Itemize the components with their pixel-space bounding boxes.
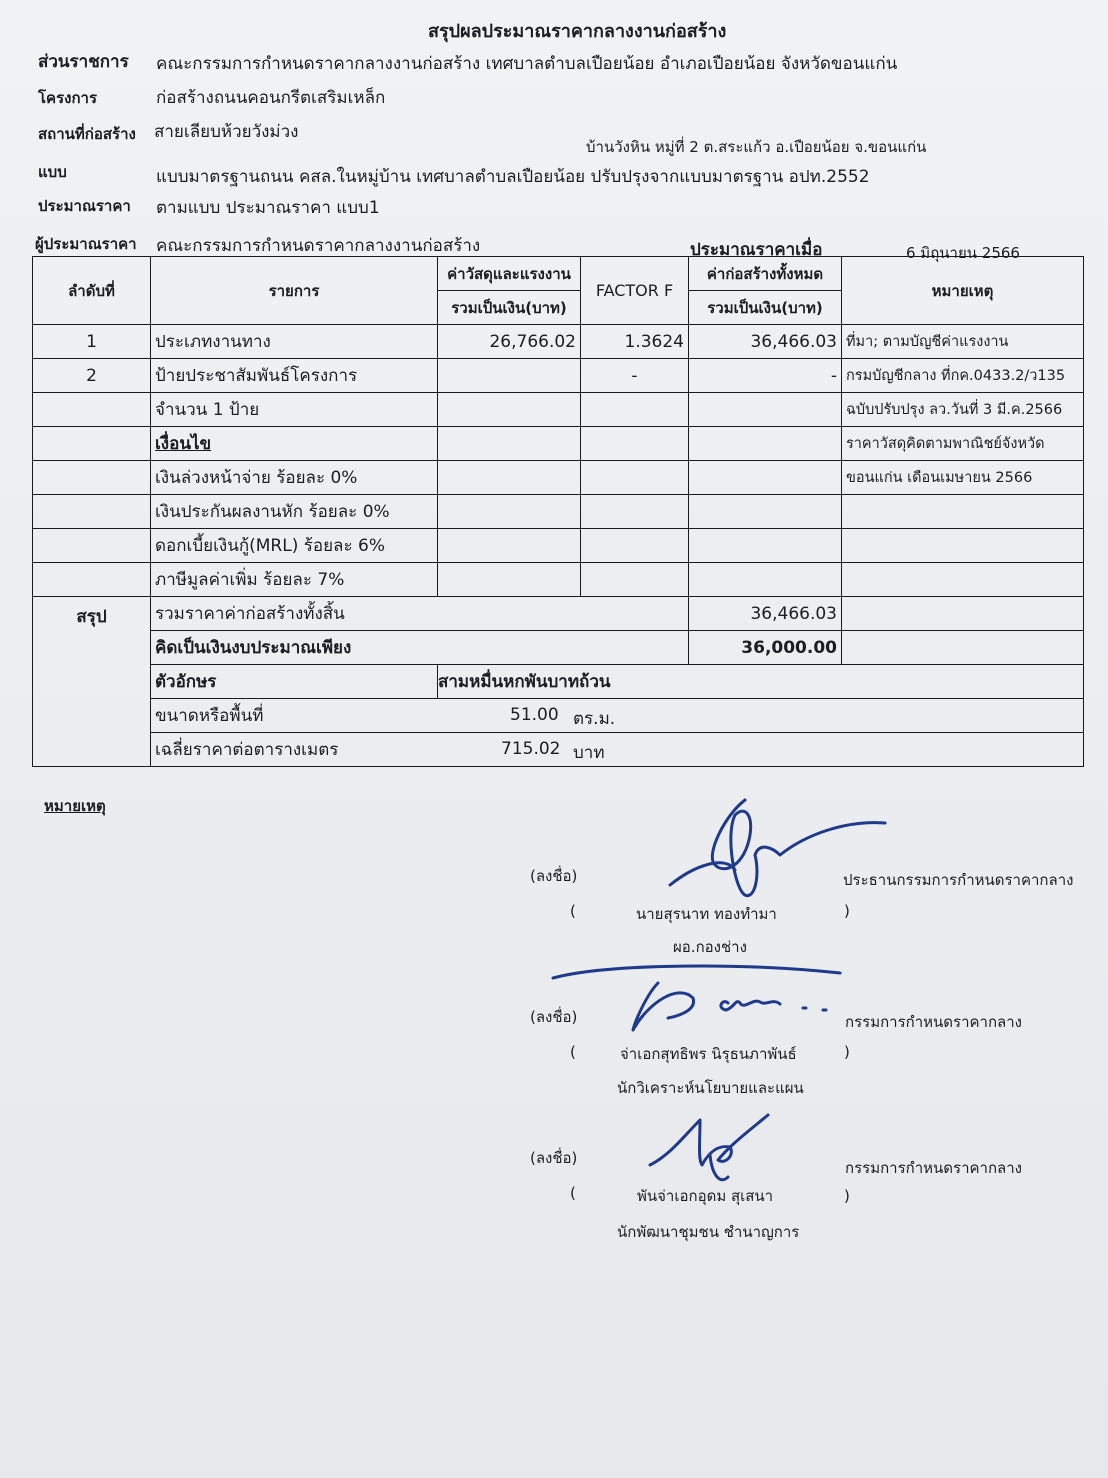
open-paren: (	[570, 1043, 576, 1061]
words-value: สามหมื่นหกพันบาทถ้วน	[438, 665, 1084, 699]
agency-value: คณะกรรมการกำหนดราคากลางงานก่อสร้าง เทศบาลตำบลเปือยน้อย อำเภอเปือยน้อย จังหวัดขอนแก่น	[156, 54, 898, 74]
col-header-item: รายการ	[151, 257, 438, 325]
row-total	[689, 461, 842, 495]
summary-row-budget	[33, 631, 1084, 665]
row-remark: กรมบัญชีกลาง ที่กค.0433.2/ว135	[842, 359, 1084, 393]
grand-total-label: รวมราคาค่าก่อสร้างทั้งสิ้น	[151, 597, 689, 631]
empty-cell	[842, 631, 1084, 665]
signer-position: นักพัฒนาชุมชน ชำนาญการ	[617, 1223, 800, 1241]
site-address: บ้านวังหิน หมู่ที่ 2 ต.สระแก้ว อ.เปือยน้อย จ.ขอนแก่น	[586, 138, 927, 156]
row-remark	[842, 563, 1084, 597]
col-header-material-sub: รวมเป็นเงิน(บาท)	[438, 291, 581, 325]
budget-value: 36,000.00	[689, 631, 842, 665]
row-remark	[842, 529, 1084, 563]
table-row	[33, 393, 1084, 427]
row-total	[689, 393, 842, 427]
summary-row-average	[33, 733, 1084, 767]
row-factor: -	[581, 359, 689, 393]
row-total: 36,466.03	[689, 325, 842, 359]
site-label: สถานที่ก่อสร้าง	[38, 125, 136, 143]
open-paren: (	[570, 1184, 576, 1202]
col-header-remark: หมายเหตุ	[842, 257, 1084, 325]
average-label: เฉลี่ยราคาต่อตารางเมตร	[155, 740, 339, 760]
row-total	[689, 563, 842, 597]
estimate-date: 6 มิถุนายน 2566	[906, 244, 1020, 262]
row-no	[33, 529, 151, 563]
average-unit: บาท	[573, 743, 605, 763]
open-paren: (	[570, 902, 576, 920]
estimate-label: ประมาณราคา	[38, 197, 131, 215]
row-item: จำนวน 1 ป้าย	[151, 393, 438, 427]
row-material: 26,766.02	[438, 325, 581, 359]
area-unit: ตร.ม.	[573, 709, 616, 729]
row-remark: ที่มา; ตามบัญชีค่าแรงงาน	[842, 325, 1084, 359]
close-paren: )	[844, 1187, 850, 1205]
table-header-row	[33, 257, 1084, 291]
col-header-factor: FACTOR F	[581, 257, 689, 325]
signer-role: กรรมการกำหนดราคากลาง	[845, 1013, 1022, 1031]
col-header-total: ค่าก่อสร้างทั้งหมด	[689, 257, 842, 291]
row-no	[33, 563, 151, 597]
row-factor	[581, 393, 689, 427]
close-paren: )	[844, 1043, 850, 1061]
row-factor	[581, 461, 689, 495]
row-remark	[842, 495, 1084, 529]
row-total	[689, 427, 842, 461]
signer-position: ผอ.กองช่าง	[673, 938, 747, 956]
row-total	[689, 495, 842, 529]
sign-label: (ลงชื่อ)	[530, 1008, 578, 1026]
row-item: ภาษีมูลค่าเพิ่ม ร้อยละ 7%	[151, 563, 438, 597]
design-label: แบบ	[38, 163, 67, 181]
sign-label: (ลงชื่อ)	[530, 1149, 578, 1167]
signer-name: พันจ่าเอกอุดม สุเสนา	[637, 1187, 774, 1205]
design-value: แบบมาตรฐานถนน คสล.ในหมู่บ้าน เทศบาลตำบลเปือยน้อย ปรับปรุงจากแบบมาตรฐาน อปท.2552	[156, 167, 870, 187]
row-item: เงินประกันผลงานหัก ร้อยละ 0%	[151, 495, 438, 529]
row-remark: ฉบับปรับปรุง ลว.วันที่ 3 มี.ค.2566	[842, 393, 1084, 427]
average-cell	[151, 733, 1084, 767]
budget-label: คิดเป็นเงินงบประมาณเพียง	[151, 631, 689, 665]
signature-2	[548, 958, 848, 1042]
average-value: 715.02	[501, 739, 561, 759]
row-item: ประเภทงานทาง	[151, 325, 438, 359]
estimator-label: ผู้ประมาณราคา	[35, 235, 137, 253]
row-total	[689, 529, 842, 563]
row-no: 2	[33, 359, 151, 393]
estimate-date-label: ประมาณราคาเมื่อ	[690, 240, 823, 260]
table-row	[33, 461, 1084, 495]
row-factor	[581, 529, 689, 563]
note-label: หมายเหตุ	[44, 797, 106, 815]
signer-role: กรรมการกำหนดราคากลาง	[845, 1159, 1022, 1177]
row-material	[438, 461, 581, 495]
row-no	[33, 495, 151, 529]
row-factor: 1.3624	[581, 325, 689, 359]
row-no	[33, 427, 151, 461]
row-no: 1	[33, 325, 151, 359]
area-cell	[151, 699, 1084, 733]
estimate-value: ตามแบบ ประมาณราคา แบบ1	[156, 198, 380, 218]
cost-summary-table	[32, 256, 1084, 767]
signer-name: จ่าเอกสุทธิพร นิรุธนภาพันธ์	[620, 1045, 797, 1063]
agency-label: ส่วนราชการ	[38, 52, 129, 72]
site-value: สายเลียบห้วยวังม่วง	[154, 122, 299, 142]
table-row	[33, 325, 1084, 359]
row-material	[438, 359, 581, 393]
summary-row-grand-total	[33, 597, 1084, 631]
row-item: ป้ายประชาสัมพันธ์โครงการ	[151, 359, 438, 393]
col-header-no: ลำดับที่	[33, 257, 151, 325]
summary-row-area	[33, 699, 1084, 733]
col-header-total-sub: รวมเป็นเงิน(บาท)	[689, 291, 842, 325]
signer-position: นักวิเคราะห์นโยบายและแผน	[617, 1079, 804, 1097]
row-material	[438, 495, 581, 529]
sign-label: (ลงชื่อ)	[530, 867, 578, 885]
row-material	[438, 393, 581, 427]
row-no	[33, 461, 151, 495]
row-factor	[581, 563, 689, 597]
words-label: ตัวอักษร	[151, 665, 438, 699]
row-material	[438, 427, 581, 461]
row-remark: ราคาวัสดุคิดตามพาณิชย์จังหวัด	[842, 427, 1084, 461]
conditions-heading: เงื่อนไข	[151, 427, 438, 461]
area-label: ขนาดหรือพื้นที่	[155, 706, 264, 726]
project-value: ก่อสร้างถนนคอนกรีตเสริมเหล็ก	[156, 88, 386, 108]
row-material	[438, 563, 581, 597]
row-total: -	[689, 359, 842, 393]
row-no	[33, 393, 151, 427]
row-item: เงินล่วงหน้าจ่าย ร้อยละ 0%	[151, 461, 438, 495]
row-factor	[581, 495, 689, 529]
table-row	[33, 495, 1084, 529]
table-row	[33, 563, 1084, 597]
summary-row-words	[33, 665, 1084, 699]
area-value: 51.00	[510, 705, 559, 725]
project-label: โครงการ	[38, 89, 98, 107]
table-row	[33, 427, 1084, 461]
empty-cell	[842, 597, 1084, 631]
estimator-value: คณะกรรมการกำหนดราคากลางงานก่อสร้าง	[156, 236, 481, 256]
col-header-material: ค่าวัสดุและแรงงาน	[438, 257, 581, 291]
summary-label: สรุป	[33, 597, 151, 767]
table-row	[33, 359, 1084, 393]
row-factor	[581, 427, 689, 461]
row-remark: ขอนแก่น เดือนเมษายน 2566	[842, 461, 1084, 495]
document-title: สรุปผลประมาณราคากลางงานก่อสร้าง	[428, 21, 727, 42]
table-row	[33, 529, 1084, 563]
signer-name: นายสุรนาท ทองทำมา	[636, 905, 777, 923]
row-material	[438, 529, 581, 563]
row-item: ดอกเบี้ยเงินกู้(MRL) ร้อยละ 6%	[151, 529, 438, 563]
close-paren: )	[844, 902, 850, 920]
grand-total-value: 36,466.03	[689, 597, 842, 631]
signer-role: ประธานกรรมการกำหนดราคากลาง	[843, 871, 1074, 889]
